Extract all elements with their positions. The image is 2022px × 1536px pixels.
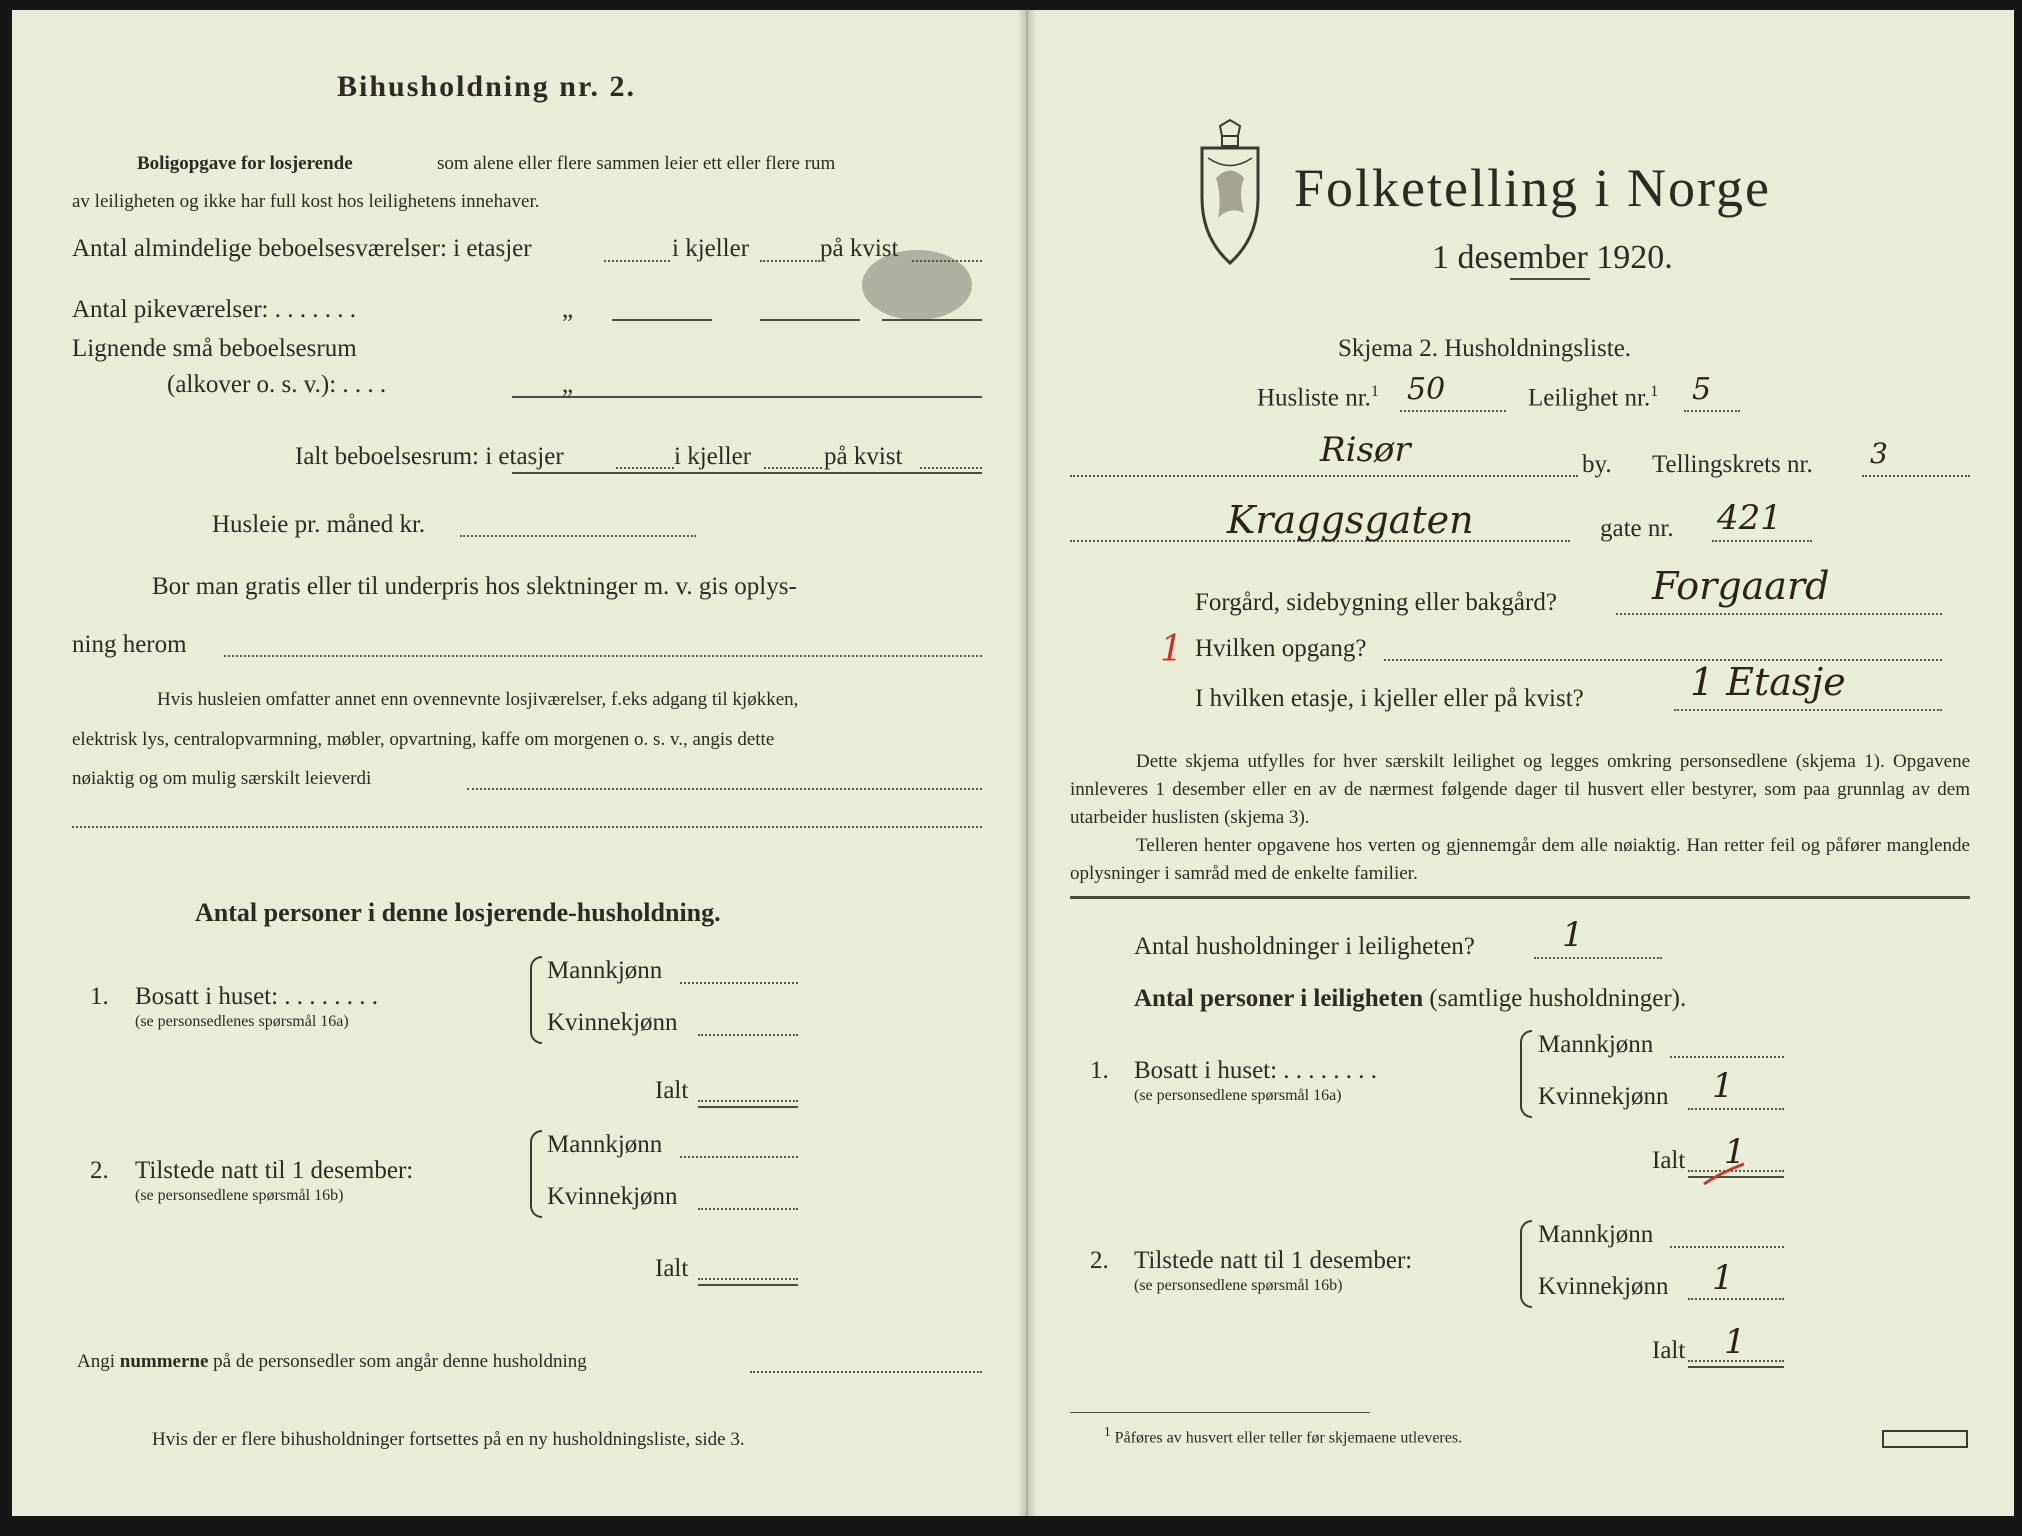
small-rooms-field[interactable]	[512, 396, 982, 398]
total-kvist-label: på kvist	[824, 443, 903, 470]
right-q1-number: 1.	[1090, 1057, 1109, 1084]
total-kjeller-field[interactable]	[764, 467, 822, 469]
husliste-field[interactable]	[1400, 410, 1506, 412]
left-q1-label: Bosatt i huset: . . . . . . . .	[135, 983, 379, 1010]
left-q1-brace	[530, 956, 542, 1044]
right-q2-total-value: 1	[1724, 1322, 1746, 1362]
pike-etasjer-field[interactable]	[612, 319, 712, 321]
etasje-label: I hvilken etasje, i kjeller eller på kvist?	[1195, 685, 1584, 712]
rooms-label: Antal almindelige beboelsesværelser: i etasjer	[72, 235, 532, 262]
etasje-field[interactable]	[1674, 709, 1942, 711]
gate-field[interactable]	[1712, 540, 1812, 542]
printer-stamp	[1882, 1430, 1968, 1448]
rooms-kjeller-field[interactable]	[760, 260, 820, 262]
forgard-value: Forgaard	[1652, 564, 1830, 608]
right-q2-male-field[interactable]	[1670, 1246, 1784, 1248]
ink-stain	[862, 250, 972, 320]
town-field[interactable]	[1070, 475, 1578, 477]
right-q2-total-label: Ialt	[1652, 1337, 1686, 1364]
leilighet-field[interactable]	[1684, 410, 1740, 412]
right-q1-total-label: Ialt	[1652, 1147, 1686, 1174]
etasje-value: 1 Etasje	[1690, 660, 1846, 704]
inclusions-text: Hvis husleien omfatter annet enn ovennevnte losjiværelser, f.eks adgang til kjøkken,	[157, 689, 799, 710]
leilighet-label: Leilighet nr.$^1$	[1528, 383, 1659, 412]
right-q2-total-underline	[1688, 1366, 1784, 1368]
inclusions-text-3: nøiaktig og om mulig særskilt leieverdi	[72, 768, 372, 789]
opgang-red-mark: 1	[1160, 629, 1183, 670]
rooms-etasjer-field[interactable]	[604, 260, 670, 262]
schema-label: Skjema 2. Husholdningsliste.	[1338, 335, 1632, 362]
right-q1-note: (se personsedlene spørsmål 16a)	[1134, 1087, 1342, 1104]
left-q1-female-field[interactable]	[698, 1034, 798, 1036]
opgang-label: Hvilken opgang?	[1195, 635, 1367, 662]
husliste-value: 50	[1407, 372, 1446, 407]
left-q2-total-underline	[698, 1284, 798, 1286]
free-housing-text-2: ning herom	[72, 631, 187, 658]
right-q1-total-value: 1	[1724, 1132, 1746, 1172]
rent-label: Husleie pr. måned kr.	[212, 511, 426, 538]
left-q2-female-label: Kvinnekjønn	[547, 1183, 678, 1210]
left-q1-total-underline	[698, 1106, 798, 1108]
gate-label: gate nr.	[1600, 515, 1674, 542]
right-persons-heading: Antal personer i leiligheten (samtlige husholdninger).	[1134, 985, 1687, 1012]
ditto-mark: „	[562, 296, 574, 323]
rooms-kjeller-label: i kjeller	[672, 235, 750, 262]
right-q2-female-field[interactable]	[1688, 1298, 1784, 1300]
left-q2-total-label: Ialt	[655, 1255, 689, 1282]
right-q2-note: (se personsedlene spørsmål 16b)	[1134, 1277, 1343, 1294]
right-q1-label: Bosatt i huset: . . . . . . . .	[1134, 1057, 1378, 1084]
total-etasjer-field[interactable]	[616, 467, 674, 469]
krets-label: Tellingskrets nr.	[1652, 451, 1813, 478]
red-check-icon	[1702, 1160, 1746, 1188]
footnote-rule	[1070, 1412, 1370, 1413]
right-q2-number: 2.	[1090, 1247, 1109, 1274]
left-q1-total-field[interactable]	[698, 1100, 798, 1102]
forgard-label: Forgård, sidebygning eller bakgård?	[1195, 589, 1557, 616]
right-q1-male-field[interactable]	[1670, 1056, 1784, 1058]
pike-label: Antal pikeværelser: . . . . . . .	[72, 296, 356, 323]
inclusions-field-2[interactable]	[72, 826, 982, 828]
rent-field[interactable]	[460, 535, 696, 537]
intro-bold: Boligopgave for losjerende	[137, 153, 353, 174]
free-housing-text: Bor man gratis eller til underpris hos slektninger m. v. gis oplys-	[152, 573, 797, 600]
left-q2-note: (se personsedlene spørsmål 16b)	[135, 1187, 344, 1204]
left-q1-note: (se personsedlenes spørsmål 16a)	[135, 1013, 349, 1030]
leilighet-value: 5	[1692, 372, 1712, 407]
date-underline	[1510, 278, 1590, 280]
right-q1-female-label: Kvinnekjønn	[1538, 1083, 1669, 1110]
krets-field[interactable]	[1862, 475, 1970, 477]
left-footer: Hvis der er flere bihusholdninger fortsettes på en ny husholdningsliste, side 3.	[152, 1429, 745, 1450]
pike-kvist-field[interactable]	[882, 319, 982, 321]
town-value: Risør	[1320, 430, 1411, 470]
right-q2-male-label: Mannkjønn	[1538, 1221, 1654, 1248]
total-kjeller-label: i kjeller	[674, 443, 752, 470]
free-housing-field[interactable]	[224, 655, 982, 657]
intro-text-line2: av leiligheten og ikke har full kost hos leilighetens innehaver.	[72, 191, 540, 212]
intro-text: som alene eller flere sammen leier ett eller flere rum	[437, 153, 836, 174]
households-field[interactable]	[1534, 957, 1662, 959]
left-q1-female-label: Kvinnekjønn	[547, 1009, 678, 1036]
rooms-kvist-label: på kvist	[820, 235, 899, 262]
small-rooms-label-2: (alkover o. s. v.): . . . .	[167, 371, 387, 398]
inclusions-field[interactable]	[467, 788, 982, 790]
left-page-title: Bihusholdning nr. 2.	[337, 70, 637, 103]
census-date: 1 desember 1920.	[1432, 239, 1673, 276]
husliste-label: Husliste nr.$^1$	[1257, 383, 1379, 412]
right-page-title: Folketelling i Norge	[1294, 158, 1771, 218]
pike-kjeller-field[interactable]	[760, 319, 860, 321]
right-q2-label: Tilstede natt til 1 desember:	[1134, 1247, 1413, 1274]
total-underline	[512, 472, 982, 474]
instructions-1: Dette skjema utfylles for hver særskilt leilighet og legges omkring personsedlene (skjema 1). Opgavene innleveres 1 desember eller en av de nærmest følgende dager til husvert eller bestyrer, som paa grunnlag av dem utarbeider huslisten (skjema 3).	[1070, 751, 1970, 828]
gate-value: 421	[1717, 498, 1782, 538]
right-q1-brace	[1520, 1030, 1532, 1118]
left-q2-number: 2.	[90, 1157, 109, 1184]
forgard-field[interactable]	[1616, 613, 1942, 615]
right-q1-female-value: 1	[1712, 1066, 1734, 1106]
right-q2-female-value: 1	[1712, 1258, 1734, 1298]
left-q1-male-field[interactable]	[680, 982, 798, 984]
by-label: by.	[1582, 451, 1612, 478]
right-footnote: $^1$ Påføres av husvert eller teller før skjemaene utleveres.	[1104, 1424, 1463, 1447]
households-value: 1	[1562, 915, 1584, 955]
right-q1-female-field[interactable]	[1688, 1108, 1784, 1110]
left-q1-total-label: Ialt	[655, 1077, 689, 1104]
left-q2-female-field[interactable]	[698, 1208, 798, 1210]
left-q2-male-label: Mannkjønn	[547, 1131, 663, 1158]
households-label: Antal husholdninger i leiligheten?	[1134, 933, 1475, 960]
left-persons-heading: Antal personer i denne losjerende-husholdning.	[195, 898, 721, 927]
coat-of-arms-icon	[1190, 118, 1270, 278]
left-q2-label: Tilstede natt til 1 desember:	[135, 1157, 414, 1184]
krets-value: 3	[1870, 437, 1888, 470]
census-form-sheet	[12, 10, 2014, 1516]
opgang-field[interactable]	[1384, 659, 1942, 661]
total-kvist-field[interactable]	[920, 467, 982, 469]
instructions-2: Telleren henter opgavene hos verten og gjennemgår dem alle nøiaktig. Han retter feil og påfører manglende oplysninger i samråd med de enkelte familier.	[1070, 835, 1970, 884]
street-value: Kraggsgaten	[1227, 498, 1474, 542]
right-q2-brace	[1520, 1220, 1532, 1308]
left-q1-number: 1.	[90, 983, 109, 1010]
section-divider	[1070, 896, 1970, 899]
inclusions-text-2: elektrisk lys, centralopvarmning, møbler, opvartning, kaffe om morgenen o. s. v., angis dette	[72, 729, 775, 750]
left-q2-brace	[530, 1130, 542, 1218]
right-q2-female-label: Kvinnekjønn	[1538, 1273, 1669, 1300]
ditto-mark-2: „	[562, 371, 574, 398]
left-q2-total-field[interactable]	[698, 1278, 798, 1280]
total-rooms-label: Ialt beboelsesrum: i etasjer	[295, 443, 564, 470]
numbers-label: Angi nummerne på de personsedler som angår denne husholdning	[77, 1351, 587, 1372]
numbers-field[interactable]	[750, 1371, 982, 1373]
left-q1-male-label: Mannkjønn	[547, 957, 663, 984]
right-q1-male-label: Mannkjønn	[1538, 1031, 1654, 1058]
left-q2-male-field[interactable]	[680, 1156, 798, 1158]
small-rooms-label: Lignende små beboelsesrum	[72, 335, 357, 362]
page-fold	[1017, 10, 1037, 1516]
